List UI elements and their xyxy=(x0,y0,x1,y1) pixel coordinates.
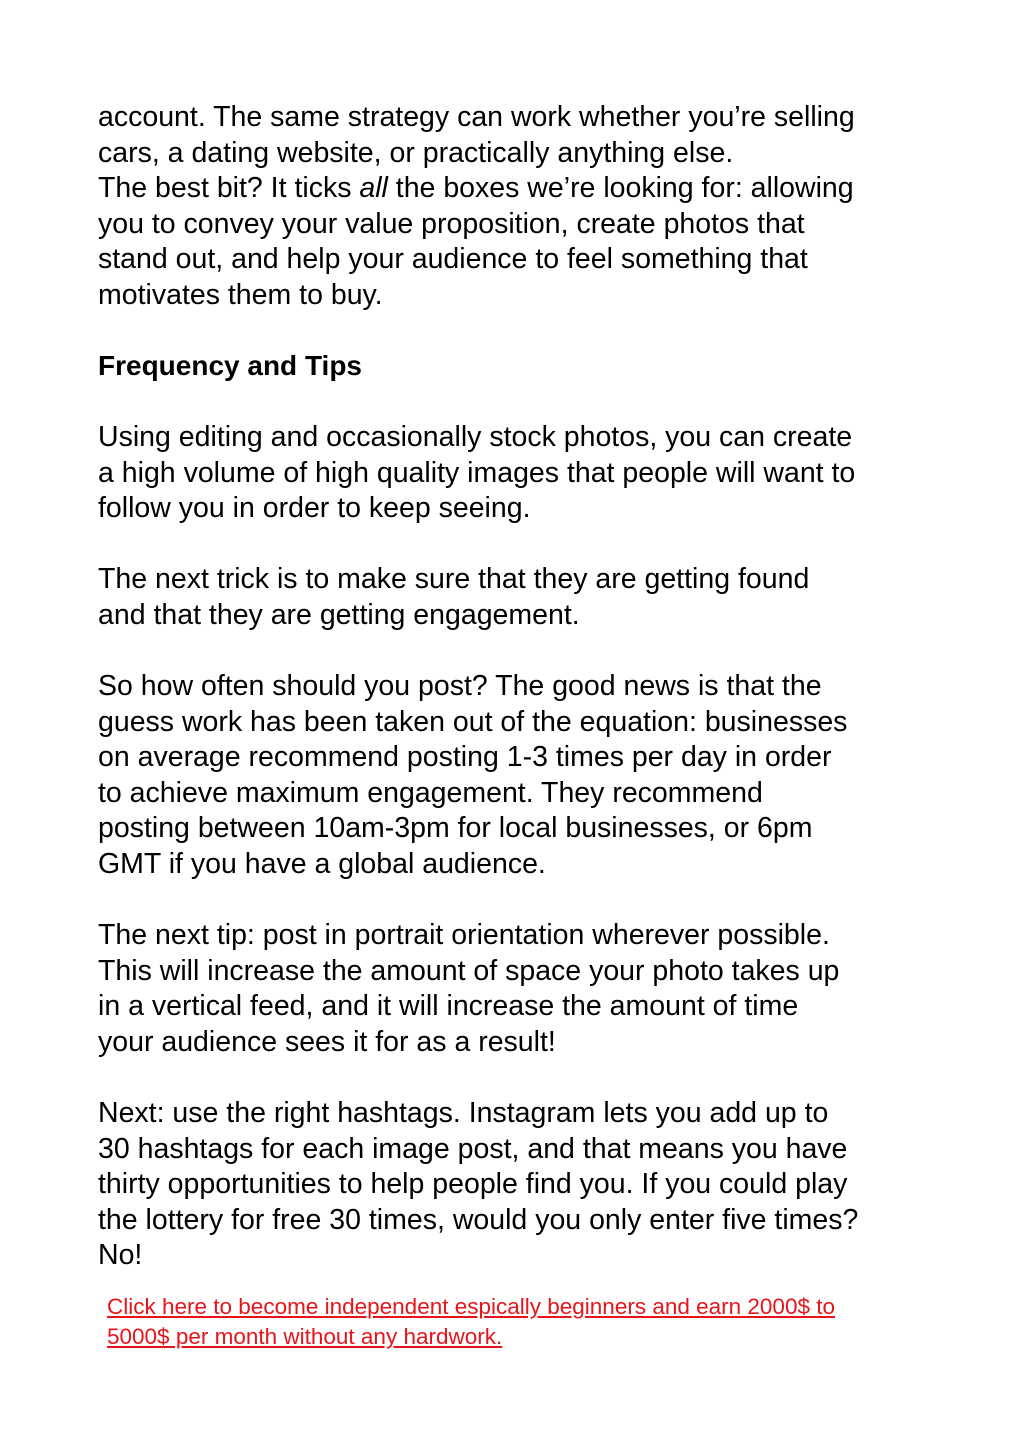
promo-link-line[interactable]: 5000$ per month without any hardwork. xyxy=(107,1324,503,1349)
paragraph-hashtags xyxy=(98,1096,938,1274)
text-line: The next trick is to make sure that they are getting found xyxy=(98,563,810,595)
text-line: motivates them to buy. xyxy=(98,278,383,311)
text-line: a high volume of high quality images that people will want to xyxy=(98,456,856,489)
text-segment: the boxes we’re looking for: allowing xyxy=(387,172,854,205)
text-line: So how often should you post? The good news is that the xyxy=(98,670,822,702)
text-line: No! xyxy=(98,1239,143,1272)
text-line: your audience sees it for as a result! xyxy=(98,1025,556,1058)
paragraph-editing xyxy=(98,420,938,527)
section-heading: Frequency and Tips xyxy=(98,350,362,381)
text-line: GMT if you have a global audience. xyxy=(98,847,546,880)
intro-paragraph xyxy=(98,100,938,314)
text-segment: The best bit? It ticks xyxy=(98,172,360,205)
paragraph-next-trick xyxy=(98,562,938,633)
paragraph-portrait-tip xyxy=(98,918,938,1060)
text-line: cars, a dating website, or practically anything else. xyxy=(98,136,734,169)
text-line: The next tip: post in portrait orientation wherever possible. xyxy=(98,919,830,951)
text-line: account. The same strategy can work whether you’re selling xyxy=(98,101,855,133)
text-line: and that they are getting engagement. xyxy=(98,598,580,631)
text-line: you to convey your value proposition, create photos that xyxy=(98,207,805,240)
text-line: This will increase the amount of space your photo takes up xyxy=(98,954,840,987)
text-line: on average recommend posting 1-3 times per day in order xyxy=(98,741,832,774)
text-line: Using editing and occasionally stock photos, you can create xyxy=(98,421,853,453)
promo-link[interactable] xyxy=(107,1292,937,1352)
text-line: follow you in order to keep seeing. xyxy=(98,492,531,525)
text-line: posting between 10am-3pm for local businesses, or 6pm xyxy=(98,812,813,845)
text-line: to achieve maximum engagement. They recommend xyxy=(98,776,763,809)
emphasis-text: all xyxy=(359,172,388,205)
paragraph-posting-frequency xyxy=(98,669,938,883)
text-line xyxy=(98,171,938,207)
text-line: Next: use the right hashtags. Instagram lets you add up to xyxy=(98,1097,829,1129)
text-line: thirty opportunities to help people find you. If you could play xyxy=(98,1168,848,1201)
text-line: in a vertical feed, and it will increase the amount of time xyxy=(98,990,799,1023)
text-line: 30 hashtags for each image post, and that means you have xyxy=(98,1132,848,1165)
text-line: guess work has been taken out of the equation: businesses xyxy=(98,705,848,738)
promo-link-line[interactable]: Click here to become independent espically beginners and earn 2000$ to xyxy=(107,1294,835,1319)
text-line: the lottery for free 30 times, would you only enter five times? xyxy=(98,1203,859,1236)
text-line: stand out, and help your audience to feel something that xyxy=(98,243,808,276)
